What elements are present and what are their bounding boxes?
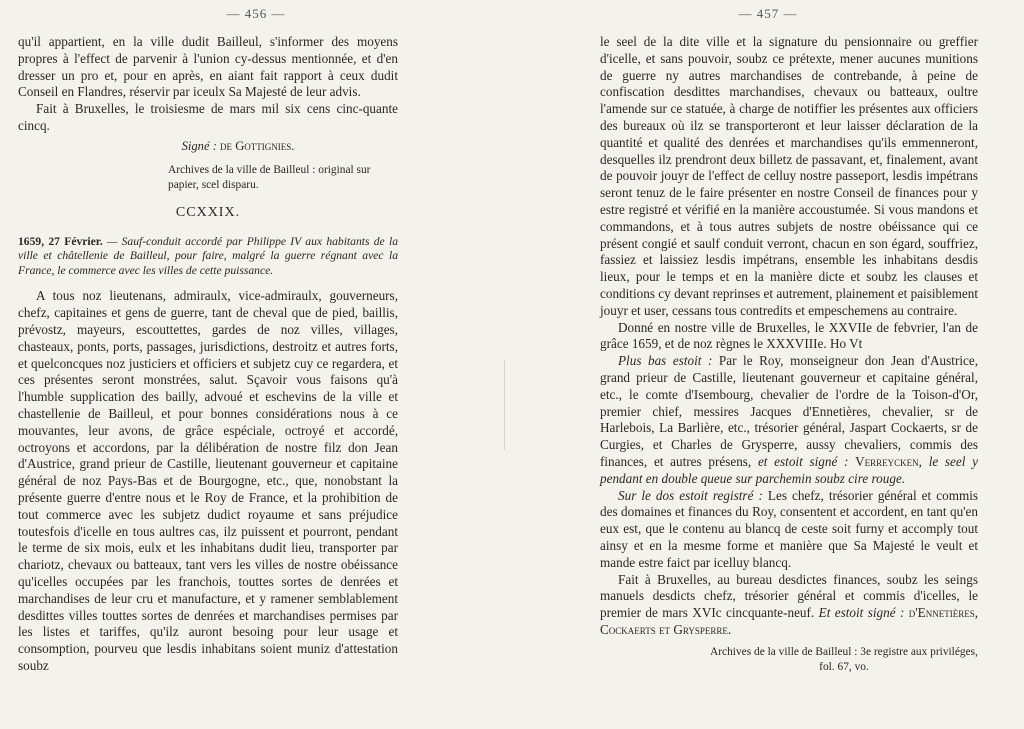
- archive-note-left: Archives de la ville de Bailleul : original sur papier, scel disparu.: [168, 163, 371, 191]
- plus-bas-paragraph: [600, 353, 978, 487]
- document-heading: CCXXIX.: [175, 204, 241, 220]
- body-paragraph-left: A tous noz lieutenans, admiraulx, vice-admiraulx, gouverneurs, chefz, capitaines et gens de guerre, tant de cheval que de pied, baillis, prévostz, mayeurs, escouttettes, gardes de noz villes, villages, chasteaux, ponts, ports, passages, jurisdictions, destroitz et autres forts, et quelconcques noz justiciers et officiers et subjetz cuy ce regardera, et ces présentes seront monstrées, salut. Sçavoir vous faisons qu'à l'humble supplication des bailly, advoué et eschevins de la ville et chastellenie de Bailleul, et pour bonnes considérations nous à ce mouvantes, leur avons, de grâce espéciale, octroyé et accordé, octroyons et accordons, par la délibération de nostre filz don Jean d'Austrice, grand prieur de Castille, lieutenant gouverneur et capitaine général de noz Pays-Bas et de Bourgogne, etc., que, nonobstant la présente guerre d'entre nous et le Roy de France, et la prohibition de tout commerce avec les subjetz dudict royaume et sans préjudice toutesfois d'icelle en tous aultres cas, ilz puissent et pourront, pendant le terme de six mois, eulx et les inhabitans dudit lieu, transporter par chariotz, chevaux ou batteaux, tant vers les villes de nostre obéissance qu'icelles occupées par les franchois, touttes sortes de denrées et marchandises de leur cru et manufacture, et y ramener semblablement desdittes villes touttes sortes de denrées et marchandises permises par les listes et tariffes, qu'ilz auront besoing pour leur usage et consomption, pourveu que lesdis inhabitans soient muniz d'attestation soubz: [18, 288, 398, 673]
- left-text-column: [18, 34, 398, 675]
- dos-label: Sur le dos estoit registré :: [618, 487, 763, 503]
- summary-date: 1659, 27 Février.: [18, 234, 103, 248]
- document-summary: [18, 235, 398, 279]
- signer-verreycken: Verreycken,: [855, 453, 922, 469]
- seal-phrase: le seel y pendant en double queue sur parchemin soubz cire rouge.: [600, 453, 978, 486]
- page-number-right: — 457 —: [738, 6, 798, 21]
- continuation-paragraph-right: le seel de la dite ville et la signature du pensionnaire ou greffier d'icelle, et sans pouvoir, soubz ce prétexte, mener aucunes munitions de guerre ny autres marchandises de contrebande, à peine de confiscation desdittes marchandises, chevaux ou batteaux, oultre l'amende sur ce statuée, à charge de notiffier les présentes aux officiers des bureaux où ilz se transporteront et leur laisser déclaration de la quantité et qualité des denrées et marchandises qu'ils emmenneront, desquelles ilz prendront deux billetz de passavant, et, finalement, avant de pouvoir jouyr de l'effect de celluy nostre passeport, lesdis impétrans seront tenuz de le faire présenter en nostre Conseil de finances pour y estre registré et vérifié en la manière accoustumée. Si vous mandons et commandons, et à tous autres subjets de nostre obéissance qui ce présent congié et saulf conduit verront, chacun en son égard, souffriez, fassiez et laissiez lesdis impétrans, ensemble les inhabitans desdis lieux, pour le temps et en la manière dicte et soubz les clauses et conditions cy devant reprinses et autrement, plainement et paisiblement jouyr et user, cessans tous contredits et empeschemens au contraire.: [600, 34, 978, 318]
- final-text: Fait à Bruxelles, au bureau desdictes finances, soubz les seings manuels desdicts chefz, trésorier général et commis d'icelles, le premier de mars XVIc cincquante-neuf.: [600, 571, 978, 621]
- dos-text: Les chefz, trésorier général et commis des domaines et finances du Roy, consentent et accordent, en tant qu'en eux est, que le contenu au blancq de ceste soit furny et accomply tout ainsy et en la mesme forme et manière que Sa Majesté le veult et mande estre faict par icelluy blancq.: [600, 487, 979, 570]
- page-number-left: — 456 —: [226, 6, 286, 21]
- dos-paragraph: [600, 488, 978, 572]
- final-paragraph: [600, 572, 978, 639]
- archive-note-right: Archives de la ville de Bailleul : 3e registre aux priviléges, fol. 67, vo.: [710, 645, 978, 673]
- right-page: [512, 0, 1024, 729]
- signature-line: [78, 138, 398, 155]
- page-gutter: [504, 360, 505, 450]
- signer-name: de Gottignies.: [220, 138, 295, 153]
- plus-bas-text: Par le Roy, monseigneur don Jean d'Austrice, grand prieur de Castille, lieutenant gouverneur et capitaine général, etc., le comte d'Isembourg, chevalier de l'ordre de la Toison-d'Or, premier chief, messires Jacques d'Ennetières, chevalier, sr de Harlebois, La Barlière, etc., trésorier général, Jaspart Cockaerts, sr de Curgies, et Charles de Grysperre, aussy chevaliers, commis des finances, et autres présens,: [600, 353, 978, 469]
- summary-text: — Sauf-conduit accordé par Philippe IV aux habitants de la ville et châtellenie de Bailleul, pour faire, malgré la guerre régnant avec la France, le commerce avec les villes de cette puissance.: [18, 234, 398, 277]
- final-signers: d'Ennetières, Cockaerts et Grysperre.: [600, 605, 979, 637]
- plus-bas-label: Plus bas estoit :: [618, 353, 713, 369]
- right-text-column: [600, 34, 978, 675]
- closing-paragraph: Fait à Bruxelles, le troisiesme de mars mil six cens cinc-quante cincq.: [18, 101, 398, 133]
- continuation-paragraph: qu'il appartient, en la ville dudit Bailleul, s'informer des moyens propres à l'effect de parvenir à l'union cy-dessus mentionnée, et d'en dresser un pro et, pour en après, en aiant fait rapport à ceux dudit Conseil en Flandres, réservir par iceulx Sa Majesté de leur advis.: [18, 34, 398, 100]
- signed-label: Signé :: [181, 138, 217, 153]
- dated-paragraph: Donné en nostre ville de Bruxelles, le XXVIIe de febvrier, l'an de grâce 1659, et de noz règnes le XXXVIIIe. Ho Vt: [600, 319, 978, 352]
- signed-phrase: et estoit signé :: [757, 453, 849, 469]
- final-signed-phrase: Et estoit signé :: [818, 605, 905, 621]
